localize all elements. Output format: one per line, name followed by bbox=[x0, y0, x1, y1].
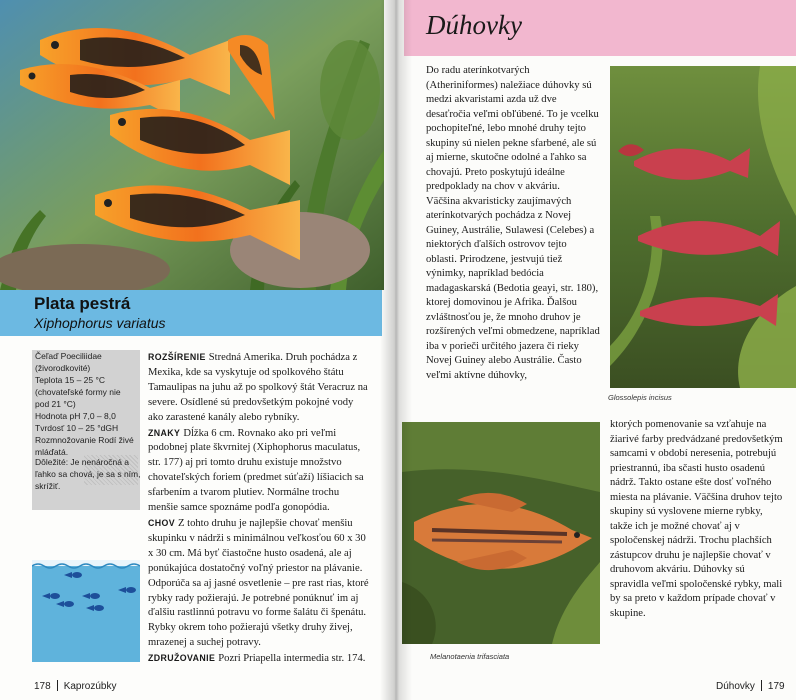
section-label: ZDRUŽOVANIE bbox=[148, 653, 216, 664]
infobox-difficulty: Dôležité: Je nenáročná a ľahko sa chová, je sa s ním, skrížiť. bbox=[35, 457, 141, 491]
paragraph: ktorých pomenovanie sa vzťahuje na žiarivé farby predvádzané predovšetkým samcami v období neresenia, potrebujú priestrannú, iba sčasti husto osadenú nádrž. Takto ostane ešte dosť voľného miesta na plávanie. Väčšina druhov tejto skupiny sú vyslovene mierne rybky, takže ich je možné chovať aj v spoločenskej nádrži. Trochu plachších zástupcov druhu je najlepšie chovať v druhovom akváriu. Dúhovky sú spravidla veľmi spoločenské rybky, mali by sa preto v každom prípade chovať v skupine. bbox=[610, 419, 783, 619]
infobox-temperature: Teplota 15 – 25 °C (chovateľské formy nie pod 21 °C) bbox=[35, 375, 121, 409]
species-latin-name: Xiphophorus variatus bbox=[34, 315, 166, 331]
continued-text bbox=[610, 418, 786, 621]
page-number: 178 bbox=[34, 681, 51, 692]
section-distribution bbox=[148, 350, 370, 426]
melanotaenia-photo bbox=[402, 422, 600, 644]
running-head: Kaprozúbky bbox=[63, 681, 117, 692]
aquarium-zone-diagram bbox=[32, 560, 140, 662]
running-head: Dúhovky bbox=[716, 681, 755, 692]
infobox-breeding: Rozmnožovanie Rodí živé mláďatá. bbox=[35, 435, 134, 457]
photo-caption: Melanotaenia trifasciata bbox=[430, 652, 510, 661]
paragraph: Do radu aterínkotvarých (Atheriniformes) naležiace dúhovky sú medzi akvaristami azda už dve desaťročia veľmi obľúbené. To je vcelku pochopiteľné, lebo mnohé druhy tejto skupiny sú nielen pekne sfarbené, ale sú aj mierne, skutočne odolné a ľahko sa chovajú. Preto poskytujú ideálne predpoklady na chov v akváriu. bbox=[426, 65, 599, 192]
infobox-ph: Hodnota pH 7,0 – 8,0 bbox=[35, 411, 116, 421]
species-description bbox=[148, 350, 370, 667]
right-folio bbox=[716, 680, 785, 692]
section-features bbox=[148, 426, 370, 516]
section-text: Stredná Amerika. Druh pochádza z Mexika, kde sa vyskytuje od spolkového štátu Tamaulipas na juhu až po spolkový štát Veracruz na severe. Osídlené sú predovšetkým pokojné vody ako zarastené kanály alebo rybníky. bbox=[148, 352, 368, 423]
glossolepis-photo bbox=[610, 66, 796, 388]
section-label: ZNAKY bbox=[148, 427, 181, 438]
section-label: CHOV bbox=[148, 517, 176, 528]
swordtail-photo bbox=[0, 0, 384, 290]
section-care bbox=[148, 516, 370, 651]
species-infobox bbox=[32, 350, 140, 510]
left-page bbox=[0, 0, 396, 700]
section-text: Dĺžka 6 cm. Rovnako ako pri veľmi podobnej plate škvrnitej (Xiphophorus maculatus, str. 177) aj pri tomto druhu existuje množstvo chovateľských foriem (predmet súťaží) líšiacich sa sfarbením a tvarom plutiev. Normálne trochu menšie samce spoznáme podľa gonopódia. bbox=[148, 427, 364, 514]
species-name: Plata pestrá bbox=[34, 294, 131, 313]
chapter-title: Dúhovky bbox=[426, 10, 522, 40]
section-text: Pozri Priapella intermedia str. 174. bbox=[218, 653, 366, 665]
infobox-hardness: Tvrdosť 10 – 25 °dGH bbox=[35, 423, 119, 433]
section-companions bbox=[148, 651, 370, 667]
right-page bbox=[396, 0, 796, 700]
left-folio bbox=[34, 680, 117, 692]
paragraph: Väčšina akvaristicky zaujímavých aterínkotvarých pochádza z Novej Guiney, Austrálie, Sulawesi (Celebes) a niektorých ďalších ostrovov tejto oblasti. Prirodzene, jestvujú tiež výnimky, napríklad bedócia madagaskarská (Bedotia geayi, str. 180), ktorej domovinou je Afrika. Ďalšou zvláštnosťou je, že mnoho druhov je rozšírených veľmi obmedzene, napríklad iba v porieči určitého jazera či rieky Novej Guiney alebo Austrálie. Často veľmi aktívne dúhovky, bbox=[426, 195, 600, 381]
page-number: 179 bbox=[767, 681, 785, 692]
photo-caption: Glossolepis incisus bbox=[608, 393, 672, 402]
section-label: ROZŠÍRENIE bbox=[148, 352, 206, 362]
intro-text bbox=[426, 64, 600, 383]
infobox-family: Čeľaď Poeciliidae (živorodkovité) bbox=[35, 351, 102, 373]
section-text: Z tohto druhu je najlepšie chovať menšiu skupinku v nádrži s minimálnou veľkosťou 60 x 30 x 30 cm. Má byť čiastočne husto osadená, ale aj ponúkajúca dostatočný voľný priestor na plávanie. Odporúča sa aj jasné osvetlenie – pre rast rias, ktoré rybky rady požierajú. Je potrebné ponúknuť im aj ďalšiu rastlinnú potravu vo forme šalátu či špenátu. Rybky okrem toho požierajú všetky druhy živej, mrazenej a suchej potravy. bbox=[148, 517, 369, 649]
